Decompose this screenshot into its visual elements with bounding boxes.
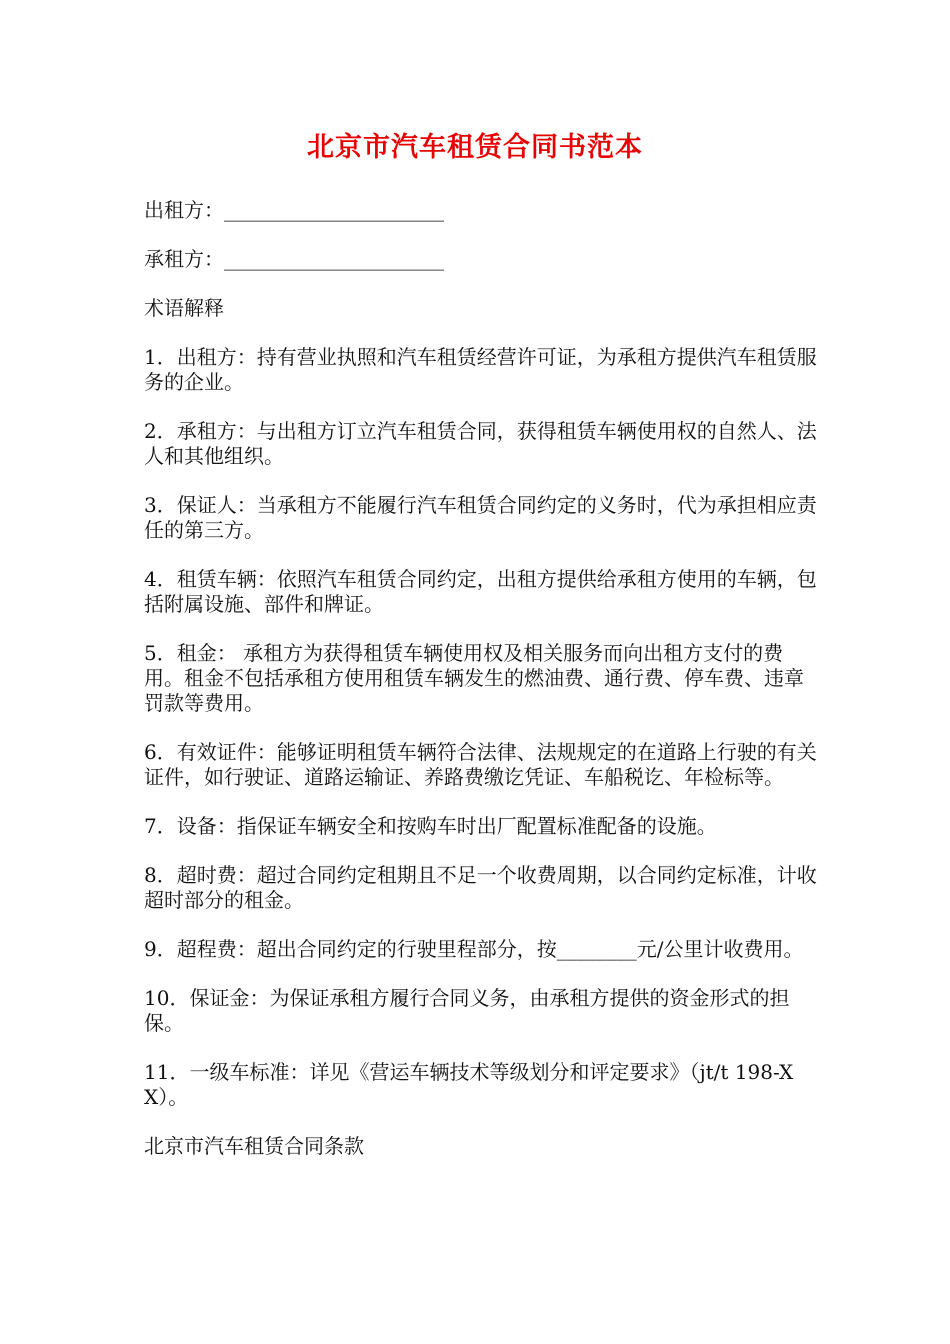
term-item: 7．设备：指保证车辆安全和按购车时出厂配置标准配备的设施。 — [144, 814, 717, 838]
lessor-field: 出租方：______________________ — [144, 198, 444, 222]
term-item: 11．一级车标准：详见《营运车辆技术等级划分和评定要求》（jt/t 198-XX）。 — [144, 1060, 794, 1109]
lessee-field: 承租方：______________________ — [144, 247, 444, 271]
clauses-heading: 北京市汽车租赁合同条款 — [144, 1134, 364, 1158]
document-title: 北京市汽车租赁合同书范本 — [307, 132, 643, 163]
term-item: 2．承租方：与出租方订立汽车租赁合同，获得租赁车辆使用权的自然人、法人和其他组织。 — [144, 419, 817, 468]
term-item: 5．租金： 承租方为获得租赁车辆使用权及相关服务而向出租方支付的费用。租金不包括承租方使用租赁车辆发生的燃油费、通行费、停车费、违章罚款等费用。 — [144, 641, 804, 715]
term-item: 8．超时费：超过合同约定租期且不足一个收费周期，以合同约定标准，计收超时部分的租金。 — [144, 863, 817, 912]
term-item: 3．保证人：当承租方不能履行汽车租赁合同约定的义务时，代为承担相应责任的第三方。 — [144, 493, 817, 542]
term-item: 6．有效证件：能够证明租赁车辆符合法律、法规规定的在道路上行驶的有关证件，如行驶证、道路运输证、养路费缴讫凭证、车船税讫、年检标等。 — [144, 740, 817, 789]
term-item: 9．超程费：超出合同约定的行驶里程部分，按________元/公里计收费用。 — [144, 937, 804, 961]
terms-heading: 术语解释 — [144, 296, 224, 320]
term-item: 4．租赁车辆：依照汽车租赁合同约定，出租方提供给承租方使用的车辆，包括附属设施、部件和牌证。 — [144, 567, 817, 616]
term-item: 10．保证金：为保证承租方履行合同义务，由承租方提供的资金形式的担保。 — [144, 986, 790, 1035]
term-item: 1．出租方：持有营业执照和汽车租赁经营许可证，为承租方提供汽车租赁服务的企业。 — [144, 345, 817, 394]
document-body — [144, 198, 820, 1183]
